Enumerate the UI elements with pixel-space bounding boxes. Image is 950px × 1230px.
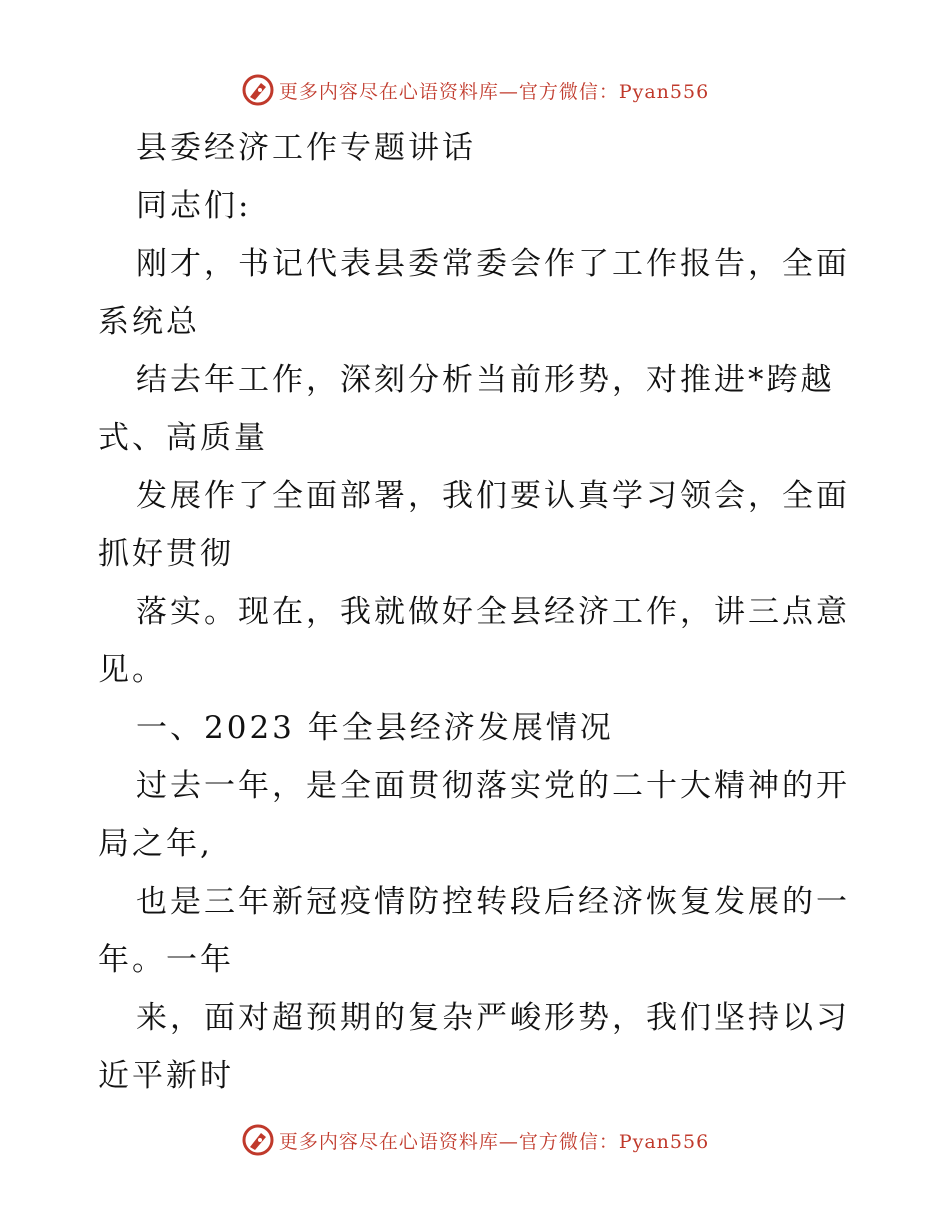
pen-nib-circle-logo-icon (241, 73, 275, 107)
document-line: 刚才，书记代表县委常委会作了工作报告，全面 (136, 246, 850, 282)
document-line: 也是三年新冠疫情防控转段后经济恢复发展的一 (136, 884, 850, 920)
header-banner (0, 70, 950, 110)
document-body (98, 119, 858, 1105)
document-line: 见。 (98, 652, 166, 688)
document-line: 来，面对超预期的复杂严峻形势，我们坚持以习 (136, 1000, 850, 1036)
document-line: 县委经济工作专题讲话 (136, 130, 476, 166)
document-line: 抓好贯彻 (98, 536, 234, 572)
document-line: 式、高质量 (98, 420, 268, 456)
banner-text: 更多内容尽在心语资料库—官方微信：Pyan556 (278, 1130, 710, 1153)
document-line: 发展作了全面部署，我们要认真学习领会，全面 (136, 478, 850, 514)
footer-banner (0, 1120, 950, 1160)
document-line: 过去一年，是全面贯彻落实党的二十大精神的开 (136, 768, 850, 804)
document-line: 局之年, (98, 826, 213, 862)
section-heading: 一、2023 年全县经济发展情况 (136, 710, 614, 746)
document-line: 结去年工作，深刻分析当前形势，对推进*跨越 (136, 362, 835, 398)
document-line: 落实。现在，我就做好全县经济工作，讲三点意 (136, 594, 850, 630)
pen-nib-circle-logo-icon (241, 1123, 275, 1157)
document-line: 系统总 (98, 304, 200, 340)
banner-text: 更多内容尽在心语资料库—官方微信：Pyan556 (278, 80, 710, 103)
document-line: 近平新时 (98, 1058, 234, 1094)
document-line: 同志们: (136, 188, 252, 224)
document-line: 年。一年 (98, 942, 234, 978)
